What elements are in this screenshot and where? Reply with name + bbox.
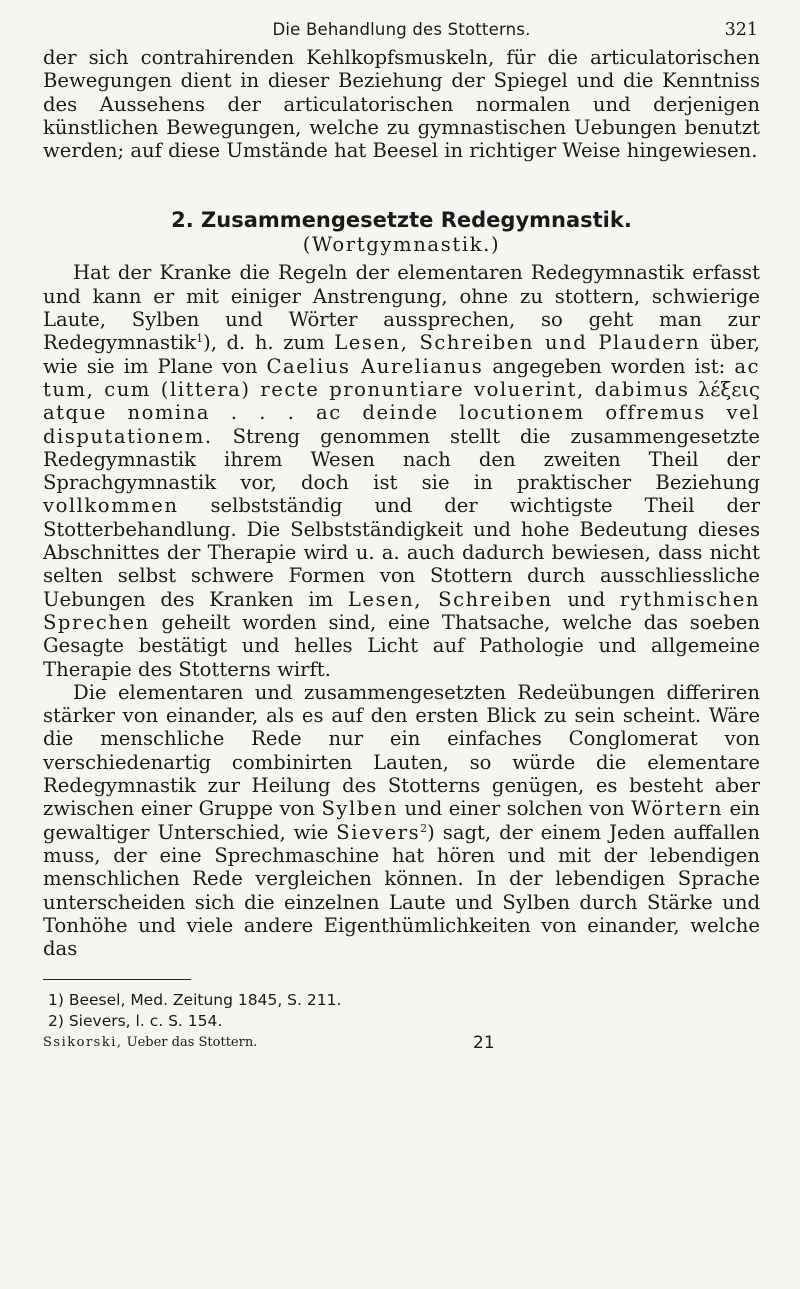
p2-spaced: Sylben: [321, 797, 398, 821]
footnote-rule: [43, 979, 191, 980]
intro-paragraph: der sich contrahirenden Kehlkopfsmuskeln, für die articulatorischen Bewegungen dient in dieser Beziehung der Spiegel und die Kenntniss des Aussehens der articulatorischen normalen und derjenigen künstlichen Bewegungen, welche zu gymnastischen Uebungen benutzt werden; auf diese Umstände hat Beesel in richtiger Weise hingewiesen.: [43, 46, 760, 163]
p2-text: ein gewaltiger Unterschied, wie: [43, 797, 761, 844]
signature-author: Ssikorski,: [43, 1035, 123, 1051]
p1-spaced-name: Caelius Aurelianus: [266, 354, 484, 378]
p1-latin-quote: atque nomina . . . ac deinde locutionem offremus vel disputationem.: [43, 401, 760, 448]
p1-text: über, wie sie im Plane von: [43, 331, 760, 378]
p2-text: ) sagt, der einem Jeden auffallen muss, der eine Sprechmaschine hat hören und mit der lebendigen menschlichen Rede vergleichen können. In der lebendigen Sprache unterscheiden sich die einzelnen Laute und Sylben durch Stärke und Tonhöhe und viele andere Eigenthümlichkeiten von einander, welche das: [43, 820, 761, 961]
p1-text: Hat der Kranke die Regeln der elementaren Redegymnastik erfasst und kann er mit einiger Anstrengung, ohne zu stottern, schwierige Laute, Sylben und Wörter aussprechen, so geht man zur Redegymnastik: [43, 261, 760, 355]
section-heading: 2. Zusammengesetzte Redegymnastik.: [171, 208, 632, 233]
p1-text: selbstständig und der wichtigste Theil der Stotterbehandlung. Die Selbstständigkeit und hohe Bedeutung dieses Abschnittes der Therapie wird u. a. auch dadurch bewiesen, dass nicht selten selbst schwere Formen von Stottern durch ausschliessliche Uebungen des Kranken im: [43, 494, 760, 611]
paragraph-2: [43, 681, 760, 961]
p1-spaced: rythmischen Sprechen: [43, 587, 760, 634]
p2-text: und einer solchen von: [397, 797, 632, 821]
body-text: [43, 46, 760, 960]
p2-spaced: Wörtern: [631, 797, 724, 821]
p2-text: Die elementaren und zusammengesetzten Redeübungen differiren stärker von einander, als es auf den ersten Blick zu sein scheint. Wäre die menschliche Rede nur ein einfaches Conglomerat von verschiedenartig combinirten Lauten, so würde die elementare Redegymnastik zur Heilung des Stotterns genügen, es besteht aber zwischen einer Gruppe von: [43, 680, 760, 821]
footnotes: [43, 990, 760, 1031]
p1-greek-word: λέξεις: [697, 377, 761, 401]
footnote-ref-2: 2: [420, 821, 428, 835]
footnote-ref-1: 1: [196, 332, 204, 346]
p1-text: und: [552, 587, 620, 611]
footnote-1: 1) Beesel, Med. Zeitung 1845, S. 211.: [48, 991, 342, 1010]
p1-text: angegeben worden ist:: [483, 354, 735, 378]
p1-text: Streng genommen stellt die zusammengesetzte Redegymnastik ihrem Wesen nach den zweiten Theil der Sprachgymnastik vor, doch ist sie in praktischer Beziehung: [43, 424, 760, 495]
p1-text: ), d. h. zum: [203, 331, 335, 355]
running-head: [43, 0, 760, 46]
signature-number: 21: [473, 1033, 495, 1054]
p1-text: [689, 378, 697, 401]
p1-latin-quote: ac tum, cum (littera) recte pronuntiare voluerint, dabimus: [43, 354, 760, 401]
p1-spaced: Lesen, Schreiben und Plaudern: [334, 331, 701, 355]
p1-spaced: Lesen, Schreiben: [347, 587, 553, 611]
footnote-2: 2) Sievers, l. c. S. 154.: [48, 1011, 223, 1030]
paragraph-1: [43, 261, 760, 680]
page-number: 321: [724, 20, 758, 40]
signature-line: [43, 1033, 760, 1053]
p1-spaced: vollkommen: [43, 494, 179, 518]
section-subheading: (Wortgymnastik.): [302, 233, 501, 257]
running-title: Die Behandlung des Stotterns.: [272, 20, 531, 39]
p2-spaced-name: Sievers: [336, 820, 421, 844]
signature-title: Ueber das Stottern.: [126, 1035, 258, 1051]
p1-text: geheilt worden sind, eine Thatsache, welche das soeben Gesagte bestätigt und helles Licht auf Pathologie und allgemeine Therapie des Stotterns wirft.: [43, 610, 760, 681]
